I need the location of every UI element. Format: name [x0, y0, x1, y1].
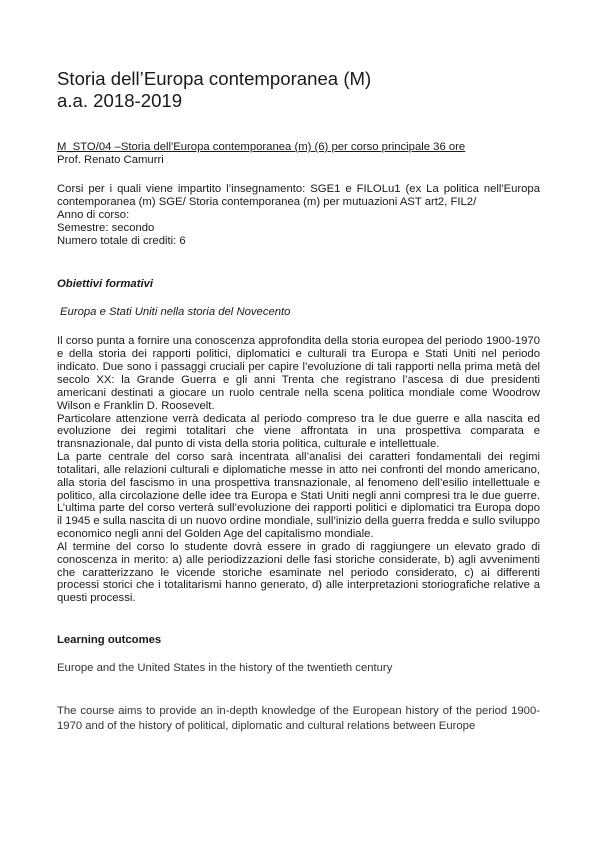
credits-text: Numero totale di crediti: 6 — [57, 234, 186, 247]
semester-text: Semestre: secondo — [57, 221, 155, 234]
professor-name: Prof. Renato Camurri — [57, 154, 164, 166]
learning-outcomes-subtitle: Europe and the United States in the history of the twentieth century — [57, 662, 393, 675]
objectives-heading: Obiettivi formativi — [57, 278, 154, 291]
learning-outcomes-text: The course aims to provide an in-depth knowledge of the European history of the period 1900-1970 and of the history of political, diplomatic and cultural relations between Europe — [57, 705, 540, 732]
courses-text: Corsi per i quali viene impartito l’insegnamento: SGE1 e FILOLu1 (ex La politica nell'Europa contemporanea (m) SGE/ Storia contemporanea (m) per mutuazioni AST art2, FIL2/ — [57, 182, 540, 208]
course-code-link[interactable]: M_STO/04 –Storia dell'Europa contemporanea (m) (6) per corso principale 36 ore — [57, 141, 466, 153]
paragraph: La parte centrale del corso sarà incentrata all’analisi dei caratteri fondamentali dei regimi totalitari, alle relazioni culturali e diplomatiche messe in atto nei confronti del mondo americano, alla storia del fascismo in una prospettiva transnazionale, al fenomeno dell’esilio intellettuale e politico, alla circolazione delle idee tra Europa e Stati Uniti negli anni compresi tra le due guerre. L’ultima parte del corso verterà sull’evoluzione dei rapporti politici e diplomatici tra Europa dopo il 1945 e sulla nascita di un nuovo ordine mondiale, sull’inizio della guerra fredda e sullo sviluppo economico negli anni del Golden Age del capitalismo mondiale. — [57, 451, 540, 541]
paragraph: Il corso punta a fornire una conoscenza approfondita della storia europea del periodo 1900-1970 e della storia dei rapporti politici, diplomatici e culturali tra Europa e Stati Uniti nel periodo indicato. Due sono i passaggi cruciali per capire l’evoluzione di tali rapporti nella prima metà del secolo XX: la Grande Guerra e gli anni Trenta che registrano l’ascesa di due presidenti americani destinati a giocare un ruolo centrale nella scena politica mondiale come Woodrow Wilson e Franklin D. Roosevelt. — [57, 335, 540, 412]
objectives-body — [57, 335, 540, 605]
learning-outcomes-heading: Learning outcomes — [57, 634, 162, 647]
paragraph: Al termine del corso lo studente dovrà essere in grado di raggiungere un elevato grado di conoscenza in merito: a) alle periodizzazioni delle fasi storiche considerate, b) agli avvenimenti che caratterizzano le vicende storiche esaminate nel periodo considerato, c) ai differenti processi storici che i totalitarismi hanno generato, d) alle interpretazioni storiografiche relative a questi processi. — [57, 540, 540, 605]
title-line-1: Storia dell’Europa contemporanea (M) — [57, 68, 372, 89]
paragraph: Particolare attenzione verrà dedicata al periodo compreso tra le due guerre e alla nascita ed evoluzione dei regimi totalitari che viene affrontata in una prospettiva comparata e transnazionale, dal punto di vista della storia politica, culturale e intellettuale. — [57, 412, 540, 451]
title-line-2: a.a. 2018-2019 — [57, 90, 183, 111]
document-page — [57, 68, 540, 733]
objectives-subtitle: Europa e Stati Uniti nella storia del Novecento — [60, 306, 291, 319]
year-label: Anno di corso: — [57, 208, 130, 221]
document-title — [57, 68, 540, 112]
